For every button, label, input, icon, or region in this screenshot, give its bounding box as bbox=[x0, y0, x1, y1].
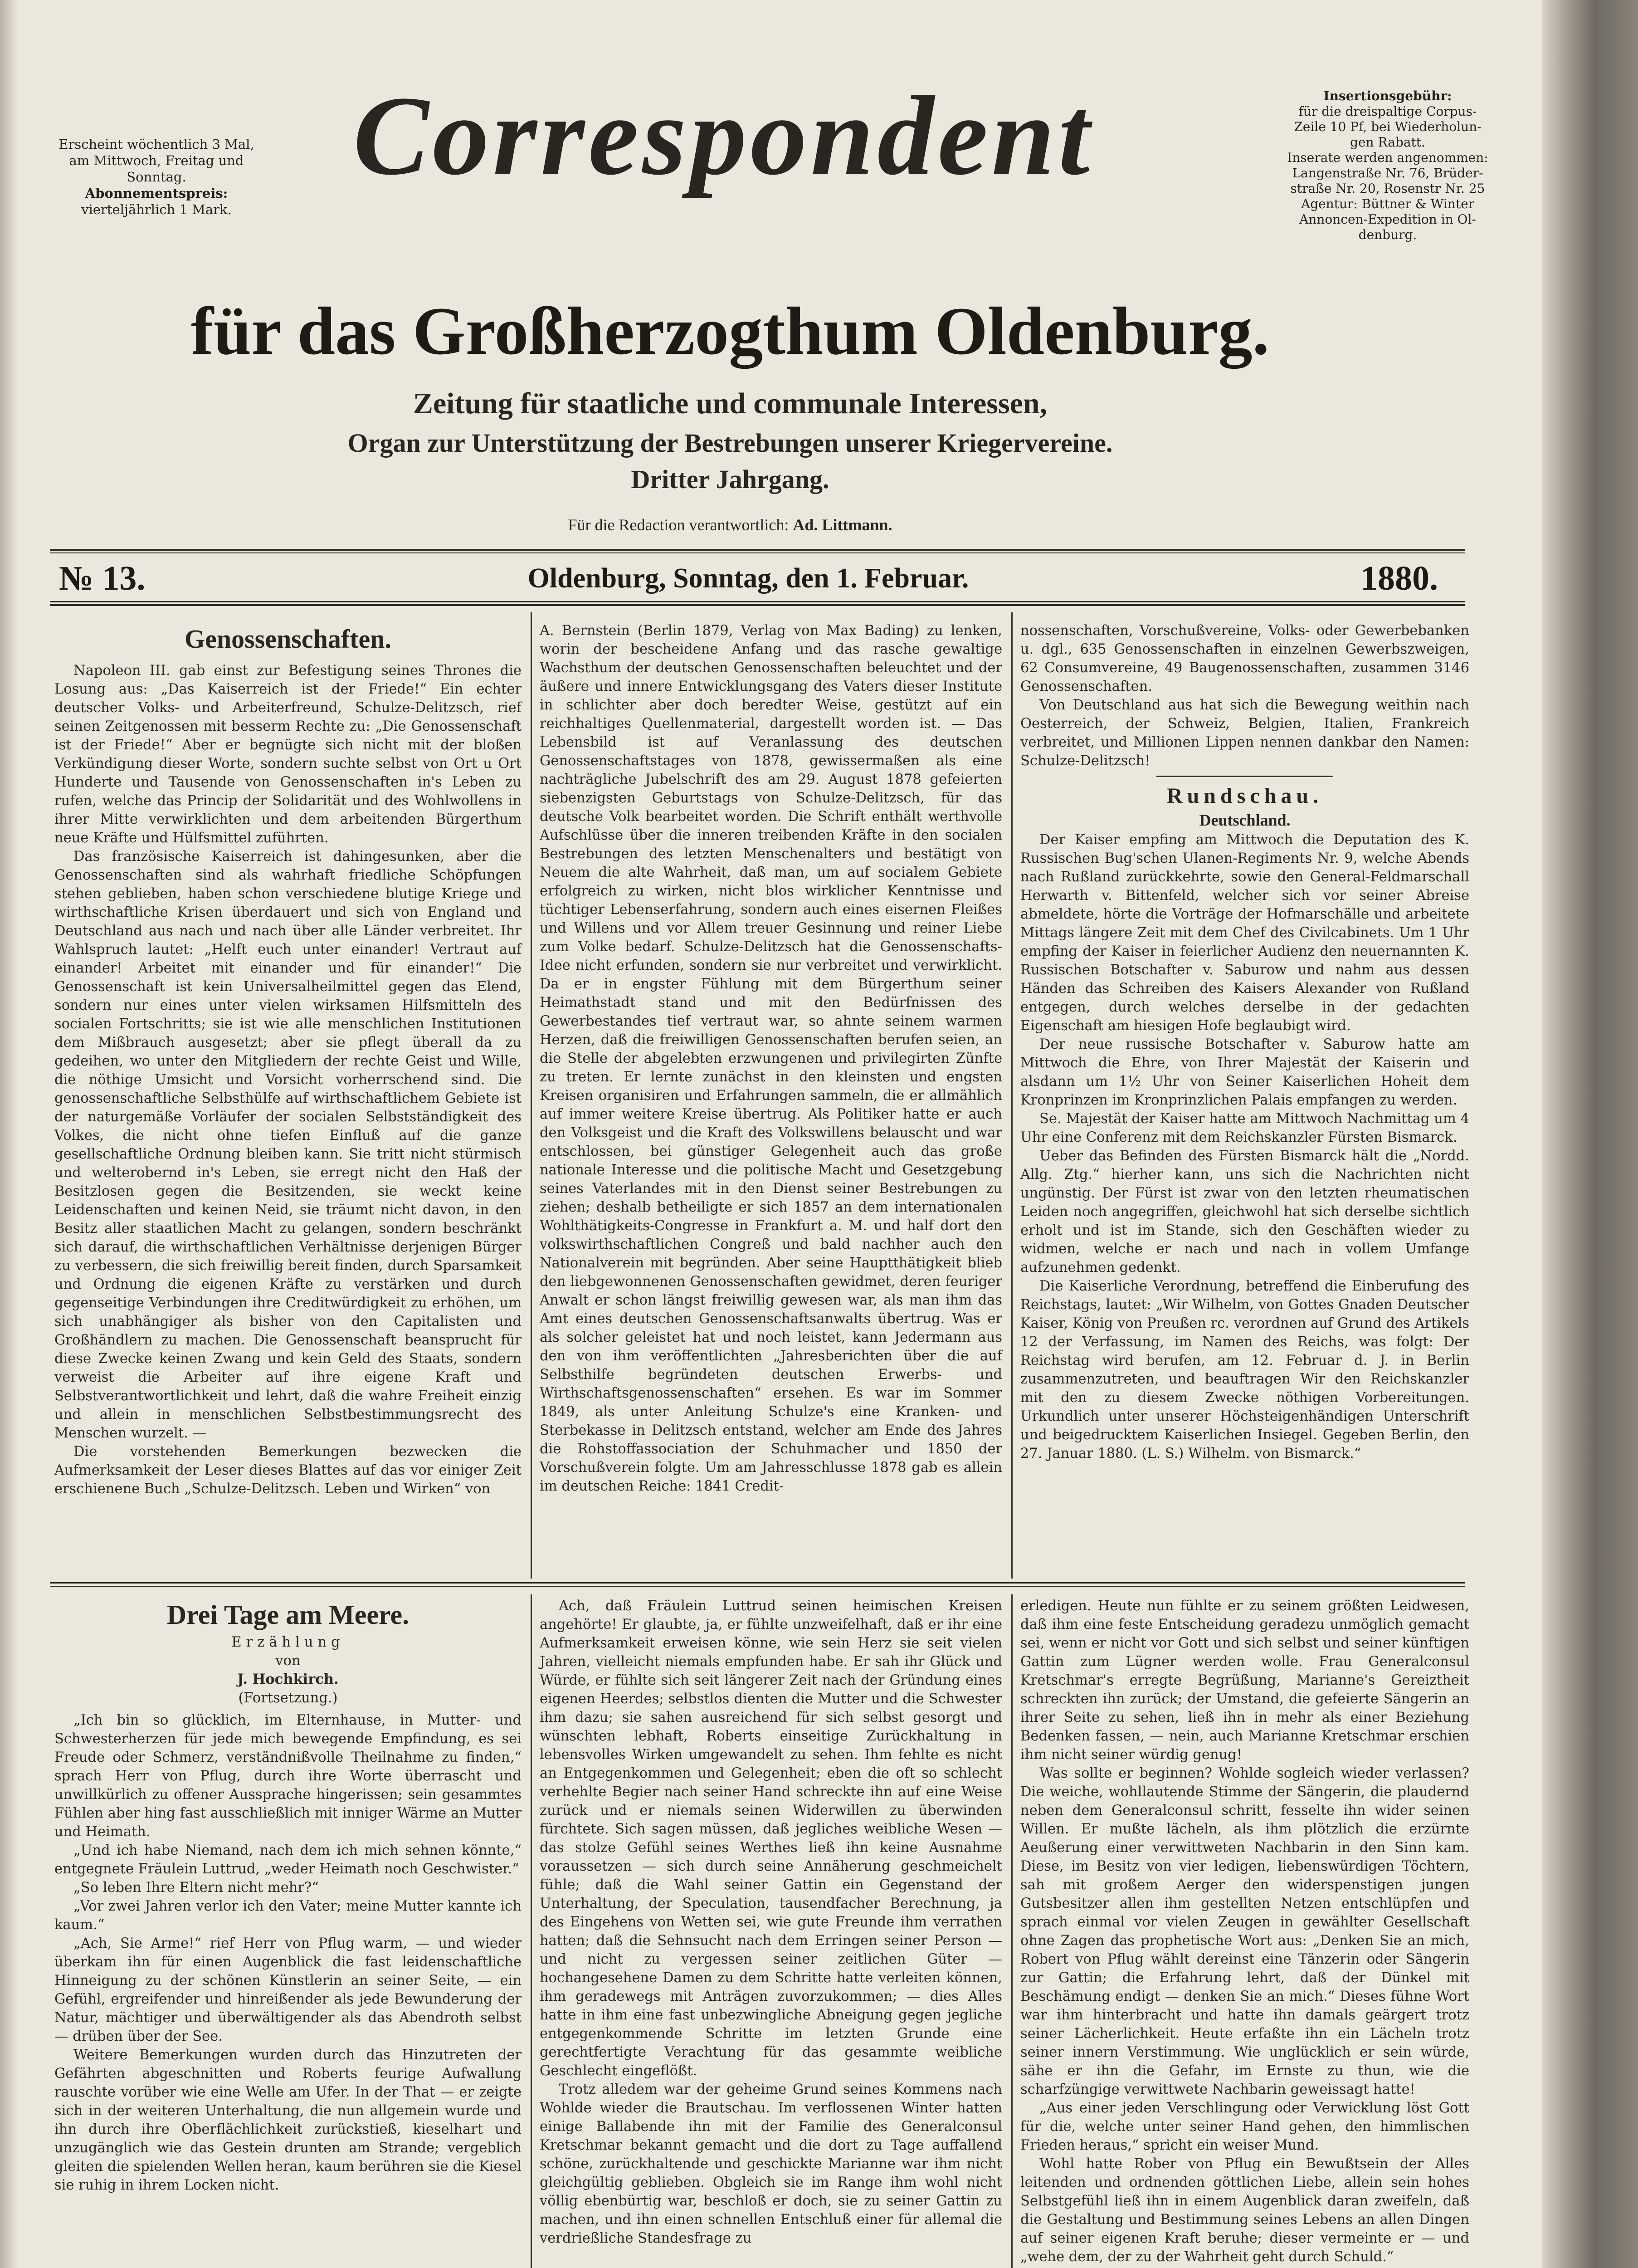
article-col3-upper bbox=[1020, 621, 1469, 1463]
feuilleton-rule bbox=[50, 1582, 1465, 1584]
story-paragraph: „Ich bin so glücklich, im Elternhause, in Mutter- und Schwesterherzen für jede mich bewegende Empfindung, es sei Freude oder Schmerz, verständnißvolle Theilnahme zu finden,“ sprach Herr von Pflug, durch ihre Worte überrascht und unwillkürlich zu offener Aussprache hingerissen; sein gesammtes Fühlen aber hing fast ausschließlich mit inniger Wärme an Mutter und Heimath. bbox=[54, 1712, 522, 1840]
article-paragraph: Von Deutschland aus hat sich die Bewegung weithin nach Oesterreich, der Schweiz, Belgien, Italien, Frankreich verbreitet, und Millionen Lippen nennen dankbar den Namen: Schulze-Delitzsch! bbox=[1020, 697, 1469, 769]
issue-number: № 13. bbox=[59, 559, 146, 597]
advertising-line: Annoncen-Expedition in Ol- bbox=[1299, 212, 1476, 227]
tagline-volume: Dritter Jahrgang. bbox=[631, 464, 829, 494]
column-rule bbox=[531, 1594, 532, 2268]
story-paragraph: erledigen. Heute nun fühlte er zu seinem größten Leidwesen, daß ihm eine feste Entscheidung geradezu unmöglich gemacht sei, wenn er nicht vor Gott und sich selbst und seiner künftigen Gattin zum Lügner werden wolle. Frau Generalconsul Kretschmar's erregte Begrüßung, Marianne's Gereiztheit schreckten ihn zurück; der Umstand, die gefeierte Sängerin an ihrer Seite zu sehen, ließ ihn in mehr als einer Beziehung Bedenken fassen, — nein, auch Marianne Kretschmar erschien ihm nicht seiner würdig genug! bbox=[1020, 1598, 1469, 1763]
feuilleton-rule-thin bbox=[50, 1586, 1465, 1587]
advertising-box bbox=[1279, 88, 1497, 243]
story-paragraph: „Und ich habe Niemand, nach dem ich mich sehnen könnte,“ entgegnete Fräulein Luttrud, „weder Heimath noch Geschwister.“ bbox=[54, 1843, 522, 1877]
advertising-line: Zeile 10 Pf, bei Wiederholun- bbox=[1294, 119, 1482, 134]
newspaper-title: Correspondent bbox=[353, 73, 1094, 199]
advertising-line: Inserate werden angenommen: bbox=[1287, 150, 1488, 165]
rundschau-title: Rundschau. bbox=[1166, 784, 1323, 808]
column-rule bbox=[1011, 1594, 1013, 2268]
article-title: Genossenschaften. bbox=[185, 624, 391, 654]
issue-rule-bottom bbox=[50, 601, 1465, 602]
gutter-shadow bbox=[0, 0, 18, 2268]
advertising-line: denburg. bbox=[1358, 227, 1417, 242]
article-paragraph: Der neue russische Botschafter v. Saburow hatte am Mittwoch die Ehre, von Ihrer Majestät der Kaiserin und alsdann um 1½ Uhr von Seiner Kaiserlichen Hoheit dem Kronprinzen im Kronprinzlichen Palais empfangen zu werden. bbox=[1020, 1036, 1469, 1108]
editor-name: Ad. Littmann. bbox=[793, 516, 892, 534]
subscription-title: Abonnementspreis: bbox=[85, 186, 228, 201]
issue-year: 1880. bbox=[1360, 559, 1438, 597]
masthead-rule-top bbox=[50, 549, 1465, 551]
story-paragraph: Ach, daß Fräulein Luttrud seinen heimischen Kreisen angehörte! Er glaubte, ja, er fühlte unzweifelhaft, daß er ihr eine Aufmerksamkeit erweisen könne, wie sein Herz sie seit vielen Jahren, vielleicht niemals empfunden habe. Er sah ihr Glück und Würde, er fühlte sich seit längerer Zeit nach der Gründung eines eigenen Heerdes; selbstlos dienten die Mutter und die Schwester ihm dazu; sie sahen ausreichend für sich selbst gesorgt und wünschten lebhaft, Roberts einseitige Zurückhaltung in lebensvolles Wirken umgewandelt zu sehen. Ihm fehlte es nicht an Entgegenkommen und Gelegenheit; eben die oft so schlecht verhehlte Begier nach seiner Hand schreckte ihn auf eine Weise zurück und er niemals seinen Widerwillen zu überwinden fürchtete. Sich sagen müssen, daß jegliches weibliche Wesen — das stolze Gefühl seines Werthes ließ ihn keine Ausnahme voraussetzen — sich durch seine Annäherung geschmeichelt fühle; daß die Wahl seiner Gattin ein Gegenstand der Unterhaltung, der Speculation, tausendfacher Berechnung, ja des Eingehens von Wetten sei, wie gute Freunde ihm verrathen hatten; daß die Sehnsucht nach dem Erringen seiner Person — und nicht zu vergessen seiner zeitlichen Güter — hochangesehene Damen zu dem Schritte hatte verleiten können, ihm geradewegs mit Anträgen zuvorzukommen; — dies Alles hatte in ihm eine fast unbezwingliche Abneigung gegen jegliche entgegenkommende Schritte im letzten Grunde eine gerechtfertigte Verachtung für das gesammte weibliche Geschlecht eingeflößt. bbox=[540, 1598, 1002, 2079]
feuilleton-by: von bbox=[275, 1653, 301, 1669]
rundschau-section: Deutschland. bbox=[1199, 811, 1291, 829]
editor-label: Für die Redaction verantwortlich: bbox=[568, 516, 789, 534]
subscription-text: vierteljährlich 1 Mark. bbox=[81, 202, 232, 217]
advertising-line: Langenstraße Nr. 76, Brüder- bbox=[1292, 166, 1483, 181]
article-separator bbox=[1156, 776, 1333, 777]
feuilleton-genre: Erzählung bbox=[231, 1634, 345, 1650]
article-paragraph: Ueber das Befinden des Fürsten Bismarck hält die „Nordd. Allg. Ztg.“ hierher kann, uns sich die Nachrichten nicht ungünstig. Der Fürst ist zwar von den letzten rheumatischen Leiden noch angegriffen, gleichwohl hat sich derselbe sichtlich erholt und ist im Stande, sich den Geschäften wieder zu widmen, welche er nach und nach in vollem Umfange aufzunehmen gedenkt. bbox=[1020, 1148, 1469, 1276]
column-rule bbox=[1011, 612, 1013, 1579]
advertising-line: gen Rabatt. bbox=[1350, 135, 1425, 150]
column-rule bbox=[531, 612, 532, 1579]
binding-edge bbox=[1542, 0, 1638, 2268]
article-genossenschaften-col1 bbox=[54, 621, 522, 1498]
article-paragraph: Die Kaiserliche Verordnung, betreffend die Einberufung des Reichstags, lautet: „Wir Wilhelm, von Gottes Gnaden Deutscher Kaiser, König von Preußen rc. verordnen auf Grund des Artikels 12 der Verfassung, im Namen des Reichs, was folgt: Der Reichstag wird berufen, am 12. Februar d. J. in Berlin zusammenzutreten, und beauftragen Wir den Reichskanzler mit den zu diesem Zwecke nöthigen Vorbereitungen. Urkundlich unter unserer Höchsteigenhändigen Unterschrift und beigedrucktem Kaiserlichen Insiegel. Gegeben Berlin, den 27. Januar 1880. (L. S.) Wilhelm. von Bismarck.“ bbox=[1020, 1278, 1469, 1461]
article-paragraph: Die vorstehenden Bemerkungen bezwecken die Aufmerksamkeit der Leser dieses Blattes auf das vor einiger Zeit erschienene Buch „Schulze-Delitzsch. Leben und Wirken“ von bbox=[54, 1444, 522, 1497]
story-paragraph: „Ach, Sie Arme!“ rief Herr von Pflug warm, — und wieder überkam ihn für einen Augenblick die fast leidenschaftliche Hinneigung zu der schönen Künstlerin an seiner Seite, — ein Gefühl, ergreifender und hinreißender als jede Bewunderung der Natur, mächtiger und überwältigender als das Abendroth selbst — drüben über der See. bbox=[54, 1936, 522, 2044]
feuilleton-col3 bbox=[1020, 1597, 1469, 2266]
article-paragraph: Das französische Kaiserreich ist dahingesunken, aber die Genossenschaften sind als wahrhaft friedliche Schöpfungen stehen geblieben, haben schon verschiedene blutige Kriege und wirthschaftliche Krisen überdauert und sich von England und Deutschland aus nach und nach über alle Länder verbreitet. Ihr Wahlspruch lautet: „Helft euch unter einander! Vertraut auf einander! Arbeitet mit einander und für einander!“ Die Genossenschaft ist kein Universalheilmittel gegen das Elend, sondern nur eines unter vielen wirksamen Hilfsmitteln des socialen Fortschritts; sie ist wie alle menschlichen Institutionen dem Mißbrauch ausgesetzt; aber sie pflegt überall da zu gedeihen, wo unter den Mitgliedern der rechte Geist und Wille, die nöthige Umsicht und Vorsicht vorherrschend sind. Die genossenschaftliche Selbsthülfe auf wirthschaftlichem Gebiete ist der naturgemäße Vorläufer der socialen Selbstständigkeit des Volkes, die nicht ohne tiefen Einfluß auf die ganze gesellschaftliche Ordnung bleiben kann. Sie tritt nicht stürmisch und welterobernd in's Leben, sie erregt nicht den Haß der Besitzlosen gegen die Besitzenden, sie weckt keine Leidenschaften und keinen Neid, sie träumt nicht davon, in den Besitz aller staatlichen Macht zu gelangen, sondern beschränkt sich darauf, die wirthschaftlichen Verhältnisse derjenigen Bürger zu verbessern, die sich freiwillig bereit finden, durch Sparsamkeit und Ordnung die eigenen Kräfte zu verstärken und durch gegenseitige Verbindungen ihre Creditwürdigkeit zu erhöhen, um sich unabhängiger als bisher von den Capitalisten und Großhändlern zu machen. Die Genossenschaft beansprucht für diese Zwecke keinen Zwang und kein Geld des Staats, sondern verweist die Arbeiter auf ihre eigene Kraft und Selbstverantwortlichkeit und lehrt, daß die wahre Freiheit einzig und allein in menschlichen Selbstbestimmungsrecht des Menschen wurzelt. — bbox=[54, 849, 522, 1441]
editor-line bbox=[136, 515, 1324, 535]
advertising-line: Agentur: Büttner & Winter bbox=[1301, 196, 1475, 211]
story-paragraph: Trotz alledem war der geheime Grund seines Kommens nach Wohlde wieder die Brautschau. Im verflossenen Winter hatten einige Ballabende ihn mit der Familie des Generalconsul Kretschmar bekannt gemacht und die dort zu Tage auffallend schöne, zurückhaltende und geschickte Marianne war ihm nicht gleichgültig geblieben. Obgleich sie im Range ihm wohl nicht völlig ebenbürtig war, beschloß er doch, sie zu seiner Gattin zu machen, und ihn einen schnellen Entschluß einer für allemal die verdrießliche Standesfrage zu bbox=[540, 2082, 1002, 2246]
story-paragraph: „Aus einer jeden Verschlingung oder Verwicklung löst Gott für die, welche unter seiner Hand gehen, den himmlischen Frieden heraus,“ spricht ein weiser Mund. bbox=[1020, 2100, 1469, 2153]
story-paragraph: Weitere Bemerkungen wurden durch das Hinzutreten der Gefährten abgeschnitten und Roberts feurige Aufwallung rauschte vorüber wie eine Welle am Ufer. In der That — er zeigte sich in der weiteren Unterhaltung, die nun allgemein wurde und ihn durch ihre Oberflächlichkeit zurückstieß, kieselhart und unzugänglich wie das Gestein drunten am Strande; vergeblich gleiten die spielenden Wellen heran, kaum berühren sie die Kiesel sie ruhig in ihrem Locken nicht. bbox=[54, 2047, 522, 2193]
feuilleton-title: Drei Tage am Meere. bbox=[166, 1600, 410, 1630]
feuilleton-author: J. Hochkirch. bbox=[237, 1671, 339, 1687]
masthead-rule-top-thin bbox=[50, 552, 1465, 553]
story-paragraph: „So leben Ihre Eltern nicht mehr?“ bbox=[73, 1880, 319, 1896]
tagline-organ: Organ zur Unterstützung der Bestrebungen unserer Kriegervereine. bbox=[347, 428, 1113, 458]
feuilleton-continued: (Fortsetzung.) bbox=[238, 1690, 338, 1706]
advertising-line: straße Nr. 20, Rosenstr Nr. 25 bbox=[1290, 181, 1485, 196]
advertising-line: für die dreispaltige Corpus- bbox=[1298, 104, 1477, 119]
article-genossenschaften-col2 bbox=[540, 621, 1002, 1496]
publication-frequency-line: Erscheint wöchentlich 3 Mal, bbox=[58, 137, 254, 152]
article-paragraph: Der Kaiser empfing am Mittwoch die Deputation des K. Russischen Bug'schen Ulanen-Regiments Nr. 9, welche Abends nach Rußland zurückkehrte, sowie den General-Feldmarschall Herwarth v. Bittenfeld, welcher sich vor seiner Abreise abmeldete, hörte die Vorträge der Hofmarschälle und arbeitete Mittags längere Zeit mit dem Chef des Civilcabinets. Um 1 Uhr empfing der Kaiser in feierlicher Audienz den neuernannten K. Russischen Botschafter v. Saburow und nahm aus dessen Händen das Schreiben des Kaisers Alexander von Rußland entgegen, durch welches derselbe in der gedachten Eigenschaft am hiesigen Hofe beglaubigt wird. bbox=[1020, 832, 1469, 1034]
article-paragraph: Se. Majestät der Kaiser hatte am Mittwoch Nachmittag um 4 Uhr eine Conferenz mit dem Reichskanzler Fürsten Bismarck. bbox=[1020, 1111, 1469, 1145]
article-paragraph: A. Bernstein (Berlin 1879, Verlag von Max Bading) zu lenken, worin der bescheidene Anfang und das rasche gewaltige Wachsthum der deutschen Genossenschaften beleuchtet und der äußere und innere Entwicklungsgang des Vaters dieser Institute in schlichter aber doch beredter Weise, gestützt auf ein reichhaltiges Quellenmaterial, dargestellt worden ist. — Das Lebensbild ist auf Veranlassung des deutschen Genossenschaftstages von 1878, gewissermaßen als eine nachträgliche Jubelschrift des am 29. August 1878 gefeierten siebenzigsten Geburtstags von Schulze-Delitzsch, für das deutsche Volk bearbeitet worden. Die Schrift enthält werthvolle Aufschlüsse über die inneren treibenden Kräfte in den socialen Bestrebungen des letzten Menschenalters und bestätigt von Neuem die alte Wahrheit, daß man, um auf socialem Gebiete erfolgreich zu wirken, nicht blos wirklicher Kenntnisse und tüchtiger Lebenserfahrung, sondern auch eines eisernen Fleißes und Willens und vor Allem treuer Gesinnung und reiner Liebe zum Volke bedarf. Schulze-Delitzsch hat die Genossenschafts-Idee nicht erfunden, sondern sie nur verbreitet und verwirklicht. Da er in engster Fühlung mit dem Bürgerthum seiner Heimathstadt stand und mit den Bedürfnissen des Gewerbestandes tief vertraut war, so ahnte seinem warmen Herzen, daß die freiwilligen Genossenschaften berufen seien, an die Stelle der abgelebten erzwungenen und privilegirten Zünfte zu treten. Er lernte zunächst in den kleinsten und engsten Kreisen organisiren und Erfahrungen sammeln, die er allmählich auf immer weitere Kreise übertrug. Als Politiker hatte er auch den Volksgeist und die Kraft des Volkswillens belauscht und war entschlossen, bei günstiger Gelegenheit auch das große nationale Interesse und die politische Macht und Gesetzgebung seines Vaterlandes mit in den Dienst seiner Bestrebungen zu ziehen; deshalb betheiligte er sich 1857 an dem internationalen Wohlthätigkeits-Congresse in Frankfurt a. M. und half dort den volkswirthschaftlichen Congreß und bald nachher auch den Nationalverein mit begründen. Aber seine Hauptthätigkeit blieb den liebgewonnenen Genossenschaften gewidmet, deren feuriger Anwalt er schon längst freiwillig gewesen war, als man ihm das Amt eines deutschen Genossenschaftsanwalts übertrug. Was er als solcher geleistet hat und noch leistet, kann Jedermann aus den von ihm veröffentlichten „Jahresberichten über die auf Selbsthilfe begründeten deutschen Erwerbs- und Wirthschaftsgenossenschaften“ ersehen. Es war im Sommer 1849, als unter Anleitung Schulze's eine Kranken- und Sterbekasse in Delitzsch entstand, welcher am Ende des Jahres die Rohstoffassociation der Schuhmacher und 1850 der Vorschußverein folgte. Um am Jahresschlusse 1878 gab es allein im deutschen Reiche: 1841 Credit- bbox=[540, 623, 1002, 1494]
publication-frequency-line: Sonntag. bbox=[127, 169, 186, 185]
story-paragraph: „Vor zwei Jahren verlor ich den Vater; meine Mutter kannte ich kaum.“ bbox=[54, 1898, 522, 1933]
newspaper-subtitle: für das Großherzogthum Oldenburg. bbox=[190, 293, 1270, 369]
story-paragraph: Wohl hatte Rober von Pflug ein Bewußtsein der Alles leitenden und ordnenden göttlichen Liebe, allein sein hohes Selbstgefühl ließ ihn in einem Augenblick daran zweifeln, daß die Gestaltung und Bestimmung seines Lebens an allen Dingen auf seiner eigenen Kraft beruhe; dieser vermeinte er — und „wehe dem, der zu der Wahrheit geht durch Schuld.“ bbox=[1020, 2156, 1469, 2265]
article-paragraph: nossenschaften, Vorschußvereine, Volks- oder Gewerbebanken u. dgl., 635 Genossenschaften in einzelnen Gewerbszweigen, 62 Consumvereine, 49 Baugenossenschaften, zusammen 3146 Genossenschaften. bbox=[1020, 623, 1469, 694]
story-paragraph: Was sollte er beginnen? Wohlde sogleich wieder verlassen? Die weiche, wohllautende Stimme der Sängerin, die plaudernd neben dem Generalconsul schritt, fesselte ihn wider seinen Willen. Er mußte lächeln, als ihm plötzlich die erzürnte Aeußerung einer verwittweten Nachbarin in den Sinn kam. Diese, im Besitz von vier ledigen, liebenswürdigen Töchtern, sah mit großem Aerger den widerspenstigen jungen Gutsbesitzer allen ihm gestellten Netzen entschlüpfen und sprach einmal vor vielen Zeugen in gewählter Gesellschaft ohne Zagen das prophetische Wort aus: „Denken Sie an mich, Robert von Pflug wählt dereinst eine Tänzerin oder Sängerin zur Gattin; die Erfahrung lehrt, daß der Dünkel mit Beschämung endigt — denken Sie an mich.“ Dieses fühne Wort war ihm hinterbracht und hatte ihn damals geärgert trotz seiner Lächerlichkeit. Heute erfaßte ihn ein Lächeln trotz seiner innern Verstimmung. Wie unglücklich er sein würde, sähe er ihn die Gefahr, im Ernste zu thun, wie die scharfzüngige verwittwete Nachbarin geweissagt hatte! bbox=[1020, 1765, 1469, 2097]
tagline-interests: Zeitung für staatliche und communale Interessen, bbox=[413, 387, 1048, 420]
article-paragraph: Napoleon III. gab einst zur Befestigung seines Thrones die Losung aus: „Das Kaiserreich ist der Friede!“ Ein echter deutscher Volks- und Arbeiterfreund, Schulze-Delitzsch, rief seinen Zeitgenossen mit besserm Rechte zu: „Die Genossenschaft ist der Friede!“ Aber er begnügte sich nicht mit der bloßen Verkündigung dieser Worte, sondern suchte selbst von Ort u Ort Hunderte und Tausende von Genossenschaften in's Leben zu rufen, welche das Princip der Solidarität und des Wohlwollens in ihrer Mitte verwirklichten und dem arbeitenden Bürgerthum neue Kräfte und Hülfsmittel zuführten. bbox=[54, 663, 522, 846]
publication-frequency-line: am Mittwoch, Freitag und bbox=[69, 153, 244, 168]
advertising-title: Insertionsgebühr: bbox=[1323, 88, 1452, 103]
issue-place-date: Oldenburg, Sonntag, den 1. Februar. bbox=[527, 563, 969, 594]
issue-rule-bottom-thick bbox=[50, 604, 1465, 606]
feuilleton-col1 bbox=[54, 1597, 522, 2195]
feuilleton-col2 bbox=[540, 1597, 1002, 2248]
